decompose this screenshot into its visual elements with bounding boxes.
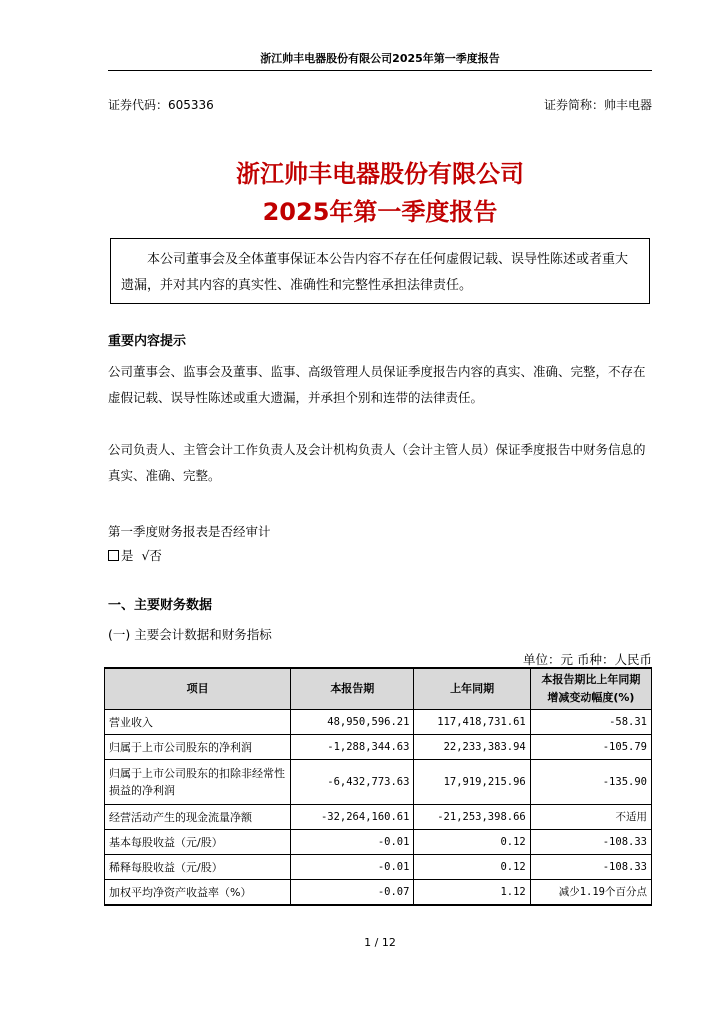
row-change: -108.33	[530, 830, 651, 855]
table-row	[105, 735, 652, 760]
header-change	[530, 668, 651, 710]
row-item: 归属于上市公司股东的净利润	[105, 735, 291, 760]
audit-option-no: √否	[141, 548, 162, 563]
row-item: 基本每股收益（元/股）	[105, 830, 291, 855]
stock-code-row	[108, 96, 652, 113]
running-header: 浙江帅丰电器股份有限公司2025年第一季度报告	[108, 50, 652, 71]
header-item: 项目	[105, 668, 291, 710]
row-prior: -21,253,398.66	[414, 805, 530, 830]
row-current: -1,288,344.63	[291, 735, 414, 760]
row-prior: 117,418,731.61	[414, 710, 530, 735]
row-prior: 22,233,383.94	[414, 735, 530, 760]
table-row	[105, 760, 652, 805]
header-change-line-1: 本报告期比上年同期	[541, 673, 641, 686]
row-change: -135.90	[530, 760, 651, 805]
row-current: -0.07	[291, 880, 414, 906]
table-row	[105, 880, 652, 906]
important-paragraph-1: 公司董事会、监事会及董事、监事、高级管理人员保证季度报告内容的真实、准确、完整，不存在虚假记载、误导性陈述或重大遗漏，并承担个别和连带的法律责任。	[108, 364, 646, 405]
row-current: -6,432,773.63	[291, 760, 414, 805]
table-header-row	[105, 668, 652, 710]
header-current-period: 本报告期	[291, 668, 414, 710]
row-item: 加权平均净资产收益率（%）	[105, 880, 291, 906]
company-title: 浙江帅丰电器股份有限公司	[236, 160, 524, 188]
row-change: 不适用	[530, 805, 651, 830]
stock-code: 证券代码：605336	[108, 98, 214, 112]
unit-currency-line: 单位：元 币种：人民币	[523, 652, 652, 667]
audit-option-yes: 是	[121, 548, 134, 563]
row-current: 48,950,596.21	[291, 710, 414, 735]
table-row	[105, 830, 652, 855]
row-current: -0.01	[291, 830, 414, 855]
page-number: 1 / 12	[364, 936, 396, 949]
row-current: -0.01	[291, 855, 414, 880]
report-title: 2025年第一季度报告	[262, 198, 498, 226]
section-subheading: (一) 主要会计数据和财务指标	[108, 627, 272, 642]
row-item: 经营活动产生的现金流量净额	[105, 805, 291, 830]
important-heading: 重要内容提示	[108, 334, 187, 349]
stock-short-name: 证券简称：帅丰电器	[543, 98, 652, 112]
financial-data-table	[104, 667, 652, 906]
statement-box: 本公司董事会及全体董事保证本公告内容不存在任何虚假记载、误导性陈述或者重大遗漏，并对其内容的真实性、准确性和完整性承担法律责任。	[110, 238, 650, 304]
row-item: 稀释每股收益（元/股）	[105, 855, 291, 880]
row-prior: 0.12	[414, 830, 530, 855]
row-prior: 0.12	[414, 855, 530, 880]
header-change-line-2: 增减变动幅度(%)	[547, 691, 635, 704]
checkbox-icon	[108, 550, 119, 561]
row-item: 营业收入	[105, 710, 291, 735]
row-change: -58.31	[530, 710, 651, 735]
row-change: 减少1.19个百分点	[530, 880, 651, 906]
header-prior-period: 上年同期	[414, 668, 530, 710]
row-change: -108.33	[530, 855, 651, 880]
table-row	[105, 855, 652, 880]
table-row	[105, 710, 652, 735]
section-heading: 一、主要财务数据	[108, 598, 213, 613]
row-item: 归属于上市公司股东的扣除非经常性损益的净利润	[105, 760, 291, 805]
audit-question: 第一季度财务报表是否经审计	[108, 524, 271, 539]
row-change: -105.79	[530, 735, 651, 760]
table-row	[105, 805, 652, 830]
row-current: -32,264,160.61	[291, 805, 414, 830]
row-prior: 1.12	[414, 880, 530, 906]
row-prior: 17,919,215.96	[414, 760, 530, 805]
important-paragraph-2: 公司负责人、主管会计工作负责人及会计机构负责人（会计主管人员）保证季度报告中财务信息的真实、准确、完整。	[108, 442, 646, 483]
audit-options	[108, 546, 162, 564]
